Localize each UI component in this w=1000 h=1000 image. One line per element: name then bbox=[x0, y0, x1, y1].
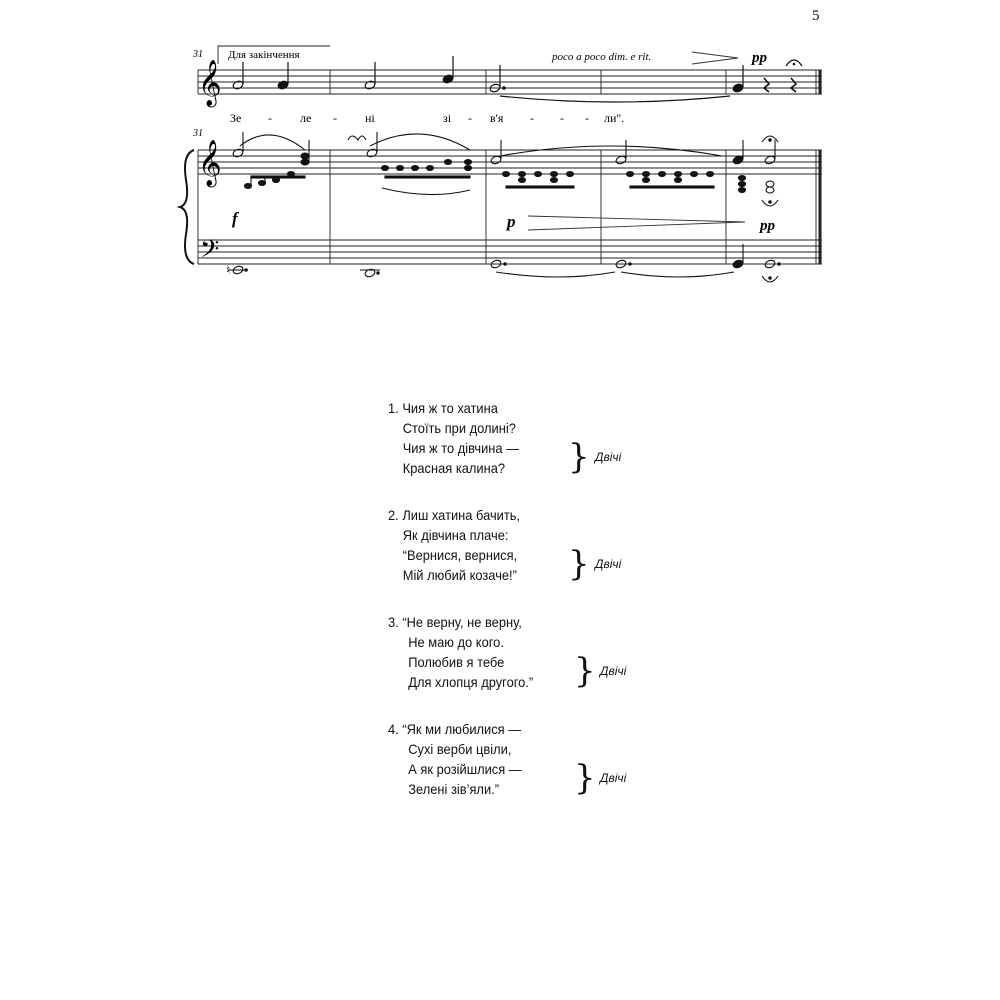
dynamic-pp-voice: pp bbox=[752, 50, 767, 66]
verse-line: Сухі верби цвіли, bbox=[408, 741, 512, 757]
verse-3 bbox=[388, 612, 627, 692]
lyrics-line bbox=[230, 111, 624, 125]
ending-label: Для закінчення bbox=[228, 49, 300, 61]
verse-line: Полюбив я тебе bbox=[408, 654, 505, 670]
grand-staff-brace-icon bbox=[180, 150, 194, 264]
lyric-syllable: ле bbox=[300, 111, 312, 125]
verse-line: Чия ж то хатина bbox=[402, 400, 498, 416]
piano-barlines bbox=[198, 150, 820, 264]
measure-number: 31 bbox=[193, 49, 203, 60]
repeat-marker: Двічі bbox=[600, 664, 627, 678]
lyric-syllable: в'я bbox=[490, 111, 504, 125]
svg-text:♮: ♮ bbox=[226, 263, 231, 277]
tempo-marking: poco a poco dim. e rit. bbox=[552, 51, 652, 63]
verse-line: Мій любий козаче!” bbox=[402, 567, 517, 583]
verse-2 bbox=[388, 505, 622, 585]
piano-treble-staff bbox=[198, 150, 822, 174]
verse-line: Для хлопця другого.” bbox=[408, 674, 534, 690]
repeat-marker: Двічі bbox=[595, 557, 622, 571]
verse-line: Зелені зів’яли.” bbox=[408, 781, 500, 797]
verse-number: 2. bbox=[388, 507, 399, 523]
treble-clef-icon: 𝄞 bbox=[198, 140, 222, 185]
lyric-syllable: - bbox=[560, 111, 564, 125]
dynamic-pp-piano: pp bbox=[760, 218, 775, 234]
bass-clef-icon: 𝄢 bbox=[200, 236, 220, 269]
lyric-syllable: ні bbox=[365, 111, 375, 125]
lyric-syllable: зі bbox=[443, 111, 452, 125]
verse-line: “Не верну, не верну, bbox=[402, 614, 522, 630]
lyric-syllable: - bbox=[468, 111, 472, 125]
verse-line: А як розійшлися — bbox=[408, 761, 522, 777]
repeat-brace-icon: } bbox=[568, 437, 590, 477]
verse-1 bbox=[388, 398, 622, 478]
piano-bass-staff bbox=[198, 240, 822, 264]
piano-right-hand bbox=[232, 132, 778, 206]
voice-notes bbox=[232, 56, 744, 102]
lyric-syllable: Зе bbox=[230, 111, 242, 125]
verse-number: 3. bbox=[388, 614, 399, 630]
lyrics-verses bbox=[388, 398, 627, 826]
lyric-syllable: ли". bbox=[604, 111, 625, 125]
diminuendo-hairpin bbox=[528, 216, 745, 230]
verse-line: Як дівчина плаче: bbox=[402, 527, 509, 543]
rest-icons bbox=[764, 78, 796, 92]
page-number: 5 bbox=[812, 8, 820, 24]
repeat-marker: Двічі bbox=[595, 450, 622, 464]
verse-line: Лиш хатина бачить, bbox=[402, 507, 521, 523]
diminuendo-hairpin bbox=[692, 52, 738, 64]
verse-line: “Вернися, вернися, bbox=[402, 547, 518, 563]
lyric-syllable: - bbox=[333, 111, 337, 125]
verse-line: Чия ж то дівчина — bbox=[402, 440, 520, 456]
verse-number: 1. bbox=[388, 400, 399, 416]
lyric-syllable: - bbox=[530, 111, 534, 125]
dynamic-p: p bbox=[507, 212, 516, 231]
dynamic-f: f bbox=[232, 209, 238, 228]
lyric-syllable: - bbox=[268, 111, 272, 125]
repeat-brace-icon: } bbox=[568, 544, 590, 584]
verse-4 bbox=[388, 719, 627, 799]
lyric-syllable: - bbox=[585, 111, 589, 125]
verse-line: “Як ми любилися — bbox=[402, 721, 522, 737]
repeat-brace-icon: } bbox=[574, 651, 596, 691]
verse-line: Не маю до кого. bbox=[408, 634, 504, 650]
music-score bbox=[0, 0, 1000, 300]
verse-line: Стоїть при долині? bbox=[402, 420, 516, 436]
voice-staff bbox=[198, 70, 822, 94]
piano-left-hand bbox=[226, 244, 780, 282]
treble-clef-icon: 𝄞 bbox=[198, 60, 222, 105]
measure-number: 31 bbox=[193, 128, 203, 139]
verse-line: Красная калина? bbox=[402, 460, 506, 476]
repeat-marker: Двічі bbox=[600, 771, 627, 785]
repeat-brace-icon: } bbox=[574, 758, 596, 798]
verse-number: 4. bbox=[388, 721, 399, 737]
